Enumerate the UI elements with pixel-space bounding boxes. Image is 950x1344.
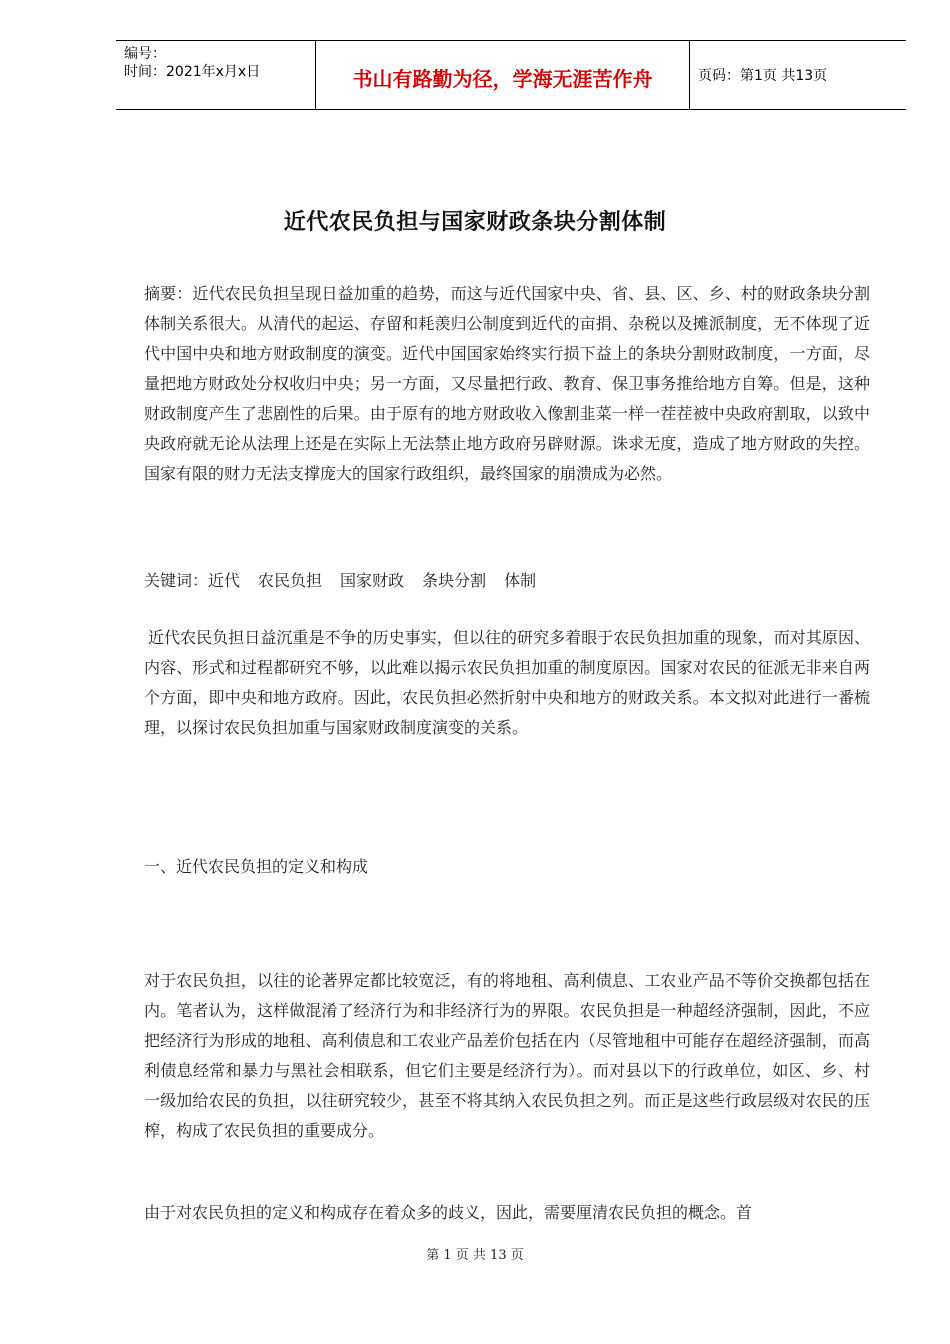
header-page-info: 页码：第1页 共13页 <box>698 68 828 84</box>
abstract-paragraph: 摘要：近代农民负担呈现日益加重的趋势，而这与近代国家中央、省、县、区、乡、村的财政条块分割体制关系很大。从清代的起运、存留和耗羡归公制度到近代的亩捐、杂税以及摊派制度，无不体现了近代中国中央和地方财政制度的演变。近代中国国家始终实行损下益上的条块分割财政制度，一方面，尽量把地方财政处分权收归中央；另一方面，又尽量把行政、教育、保卫事务推给地方自筹。但是，这种财政制度产生了悲剧性的后果。由于原有的地方财政收入像割韭菜一样一茬茬被中央政府割取，以致中央政府就无论从法理上还是在实际上无法禁止地方政府另辟财源。诛求无度，造成了地方财政的失控。国家有限的财力无法支撑庞大的国家行政组织，最终国家的崩溃成为必然。 <box>144 284 870 483</box>
page-footer: 第 1 页 共 13 页 <box>426 1248 524 1263</box>
keywords-line <box>144 566 870 596</box>
header-motto-cell <box>316 41 690 109</box>
document-number-label: 编号： <box>124 46 166 62</box>
body-paragraph: 对于农民负担，以往的论著界定都比较宽泛，有的将地租、高利债息、工农业产品不等价交换都包括在内。笔者认为，这样做混淆了经济行为和非经济行为的界限。农民负担是一种超经济强制，因此，不应把经济行为形成的地租、高利债息和工农业产品差价包括在内（尽管地租中可能存在超经济强制，而高利债息经常和暴力与黑社会相联系，但它们主要是经济行为）。而对县以下的行政单位，如区、乡、村一级加给农民的负担，以往研究较少，甚至不将其纳入农民负担之列。而正是这些行政层级对农民的压榨，构成了农民负担的重要成分。 <box>144 971 870 1140</box>
keyword-item: 条块分割 <box>422 571 487 590</box>
body-paragraph: 由于对农民负担的定义和构成存在着众多的歧义，因此，需要厘清农民负担的概念。首 <box>144 1203 753 1222</box>
keyword-item: 近代 <box>208 571 241 590</box>
keyword-item: 农民负担 <box>258 571 323 590</box>
document-header <box>116 40 906 110</box>
header-motto: 书山有路勤为径，学海无涯苦作舟 <box>352 67 653 91</box>
keywords-label: 关键词： <box>144 571 209 590</box>
document-title: 近代农民负担与国家财政条块分割体制 <box>283 210 667 235</box>
header-page-cell <box>690 41 906 109</box>
header-info-cell <box>116 41 316 109</box>
section-heading: 一、近代农民负担的定义和构成 <box>144 857 369 876</box>
intro-paragraph: 近代农民负担日益沉重是不争的历史事实，但以往的研究多着眼于农民负担加重的现象，而对其原因、内容、形式和过程都研究不够，以此难以揭示农民负担加重的制度原因。国家对农民的征派无非来自两个方面，即中央和地方政府。因此，农民负担必然折射中央和地方的财政关系。本文拟对此进行一番梳理，以探讨农民负担加重与国家财政制度演变的关系。 <box>144 628 870 737</box>
keyword-item: 国家财政 <box>340 571 405 590</box>
keyword-item: 体制 <box>504 571 537 590</box>
document-time-label: 时间：2021年x月x日 <box>124 64 261 80</box>
